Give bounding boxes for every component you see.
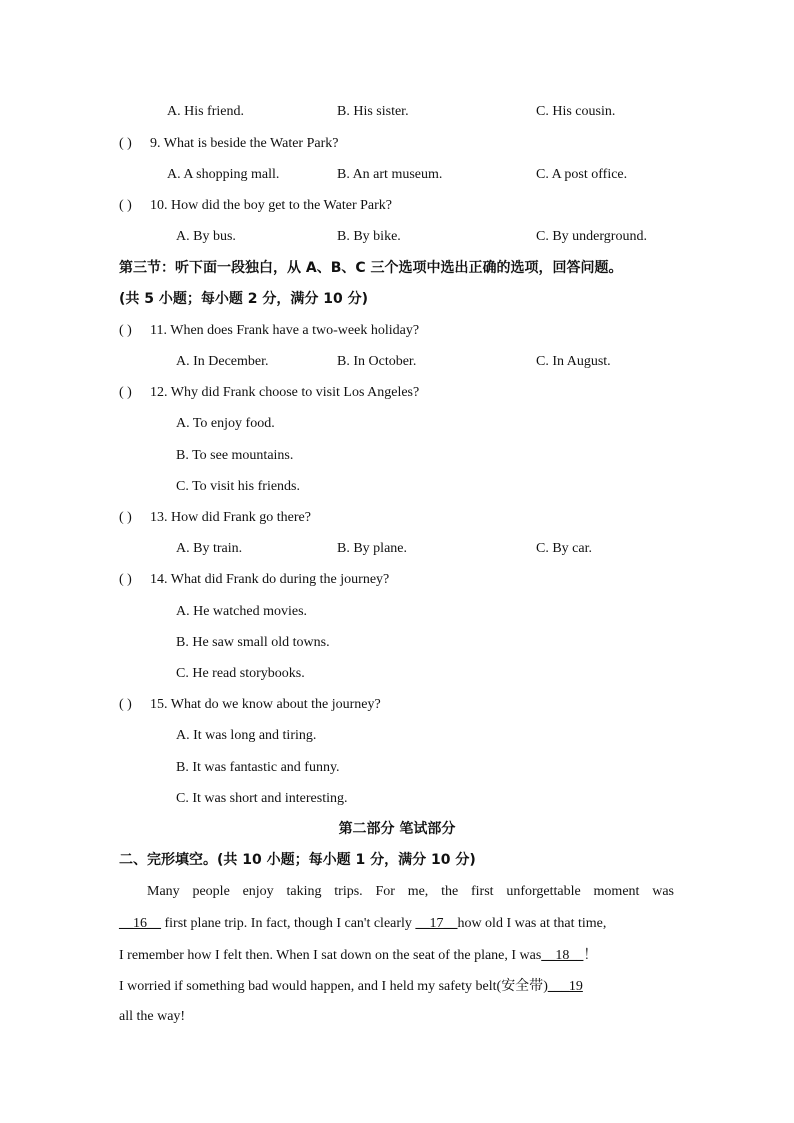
q9-answer-paren[interactable]: ( ) xyxy=(119,136,132,151)
q14-answer-paren[interactable]: ( ) xyxy=(119,572,132,587)
cloze-safety-belt-cjk: 安全带 xyxy=(501,978,544,994)
q10-answer-paren[interactable]: ( ) xyxy=(119,198,132,213)
q11-option-a: A. In December. xyxy=(176,354,269,369)
q13-stem: 13. How did Frank go there? xyxy=(150,510,311,525)
q14-option-c: C. He read storybooks. xyxy=(176,666,305,681)
q14-stem: 14. What did Frank do during the journey? xyxy=(150,572,390,587)
cloze-line-4 xyxy=(119,977,583,996)
q15-option-c: C. It was short and interesting. xyxy=(176,791,348,806)
q10-option-c: C. By underground. xyxy=(536,229,647,244)
cloze-line-3 xyxy=(119,946,597,965)
cloze-line-1: Many people enjoy taking trips. For me, the first unforgettable moment was xyxy=(147,884,674,899)
q8-option-b: B. His sister. xyxy=(337,104,409,119)
q8-option-c: C. His cousin. xyxy=(536,104,616,119)
cloze-heading: 二、完形填空。(共 10 小题；每小题 1 分，满分 10 分) xyxy=(119,852,476,868)
q13-option-b: B. By plane. xyxy=(337,541,407,556)
cloze-line-2 xyxy=(119,915,606,933)
q12-option-a: A. To enjoy food. xyxy=(176,416,275,431)
q8-option-a: A. His friend. xyxy=(167,104,244,119)
q15-option-b: B. It was fantastic and funny. xyxy=(176,760,340,775)
cloze-line-3-text-a: I remember how I felt then. When I sat down on the seat of the plane, I was xyxy=(119,948,542,963)
q12-stem: 12. Why did Frank choose to visit Los Angeles? xyxy=(150,385,420,400)
q14-option-b: B. He saw small old towns. xyxy=(176,635,330,650)
q13-option-c: C. By car. xyxy=(536,541,592,556)
q14-option-a: A. He watched movies. xyxy=(176,604,308,619)
blank-17[interactable]: __17__ xyxy=(415,916,458,931)
blank-19[interactable]: ___19 xyxy=(547,979,583,994)
section3-heading: 第三节：听下面一段独白，从 A、B、C 三个选项中选出正确的选项，回答问题。 xyxy=(119,260,623,276)
q13-option-a: A. By train. xyxy=(176,541,243,556)
section3-scoring: (共 5 小题；每小题 2 分，满分 10 分) xyxy=(119,291,369,307)
q11-option-b: B. In October. xyxy=(337,354,417,369)
cloze-line-2-text-a: first plane trip. In fact, though I can't clearly xyxy=(161,916,416,931)
q11-answer-paren[interactable]: ( ) xyxy=(119,323,132,338)
cloze-line-4-text-b: ) xyxy=(543,979,548,994)
q10-option-a: A. By bus. xyxy=(176,229,236,244)
cloze-line-5: all the way! xyxy=(119,1009,186,1024)
cloze-line-4-text-a: I worried if something bad would happen, and I held my safety belt( xyxy=(119,979,502,994)
blank-16[interactable]: __16__ xyxy=(119,916,161,931)
q12-option-b: B. To see mountains. xyxy=(176,448,294,463)
q9-option-a: A. A shopping mall. xyxy=(167,167,280,182)
q15-option-a: A. It was long and tiring. xyxy=(176,728,317,743)
q15-stem: 15. What do we know about the journey? xyxy=(150,697,381,712)
cloze-line-2-text-b: how old I was at that time, xyxy=(457,916,607,931)
q13-answer-paren[interactable]: ( ) xyxy=(119,510,132,525)
cloze-line-3-exclaim: ！ xyxy=(583,947,598,963)
q10-option-b: B. By bike. xyxy=(337,229,401,244)
q9-option-b: B. An art museum. xyxy=(337,167,443,182)
q11-stem: 11. When does Frank have a two-week holiday? xyxy=(150,323,420,338)
blank-18[interactable]: __18__ xyxy=(541,948,584,963)
q12-answer-paren[interactable]: ( ) xyxy=(119,385,132,400)
q9-option-c: C. A post office. xyxy=(536,167,628,182)
q10-stem: 10. How did the boy get to the Water Park? xyxy=(150,198,393,213)
q15-answer-paren[interactable]: ( ) xyxy=(119,697,132,712)
q12-option-c: C. To visit his friends. xyxy=(176,479,300,494)
part2-title: 第二部分 笔试部分 xyxy=(338,821,456,837)
q9-stem: 9. What is beside the Water Park? xyxy=(150,136,339,151)
q11-option-c: C. In August. xyxy=(536,354,611,369)
